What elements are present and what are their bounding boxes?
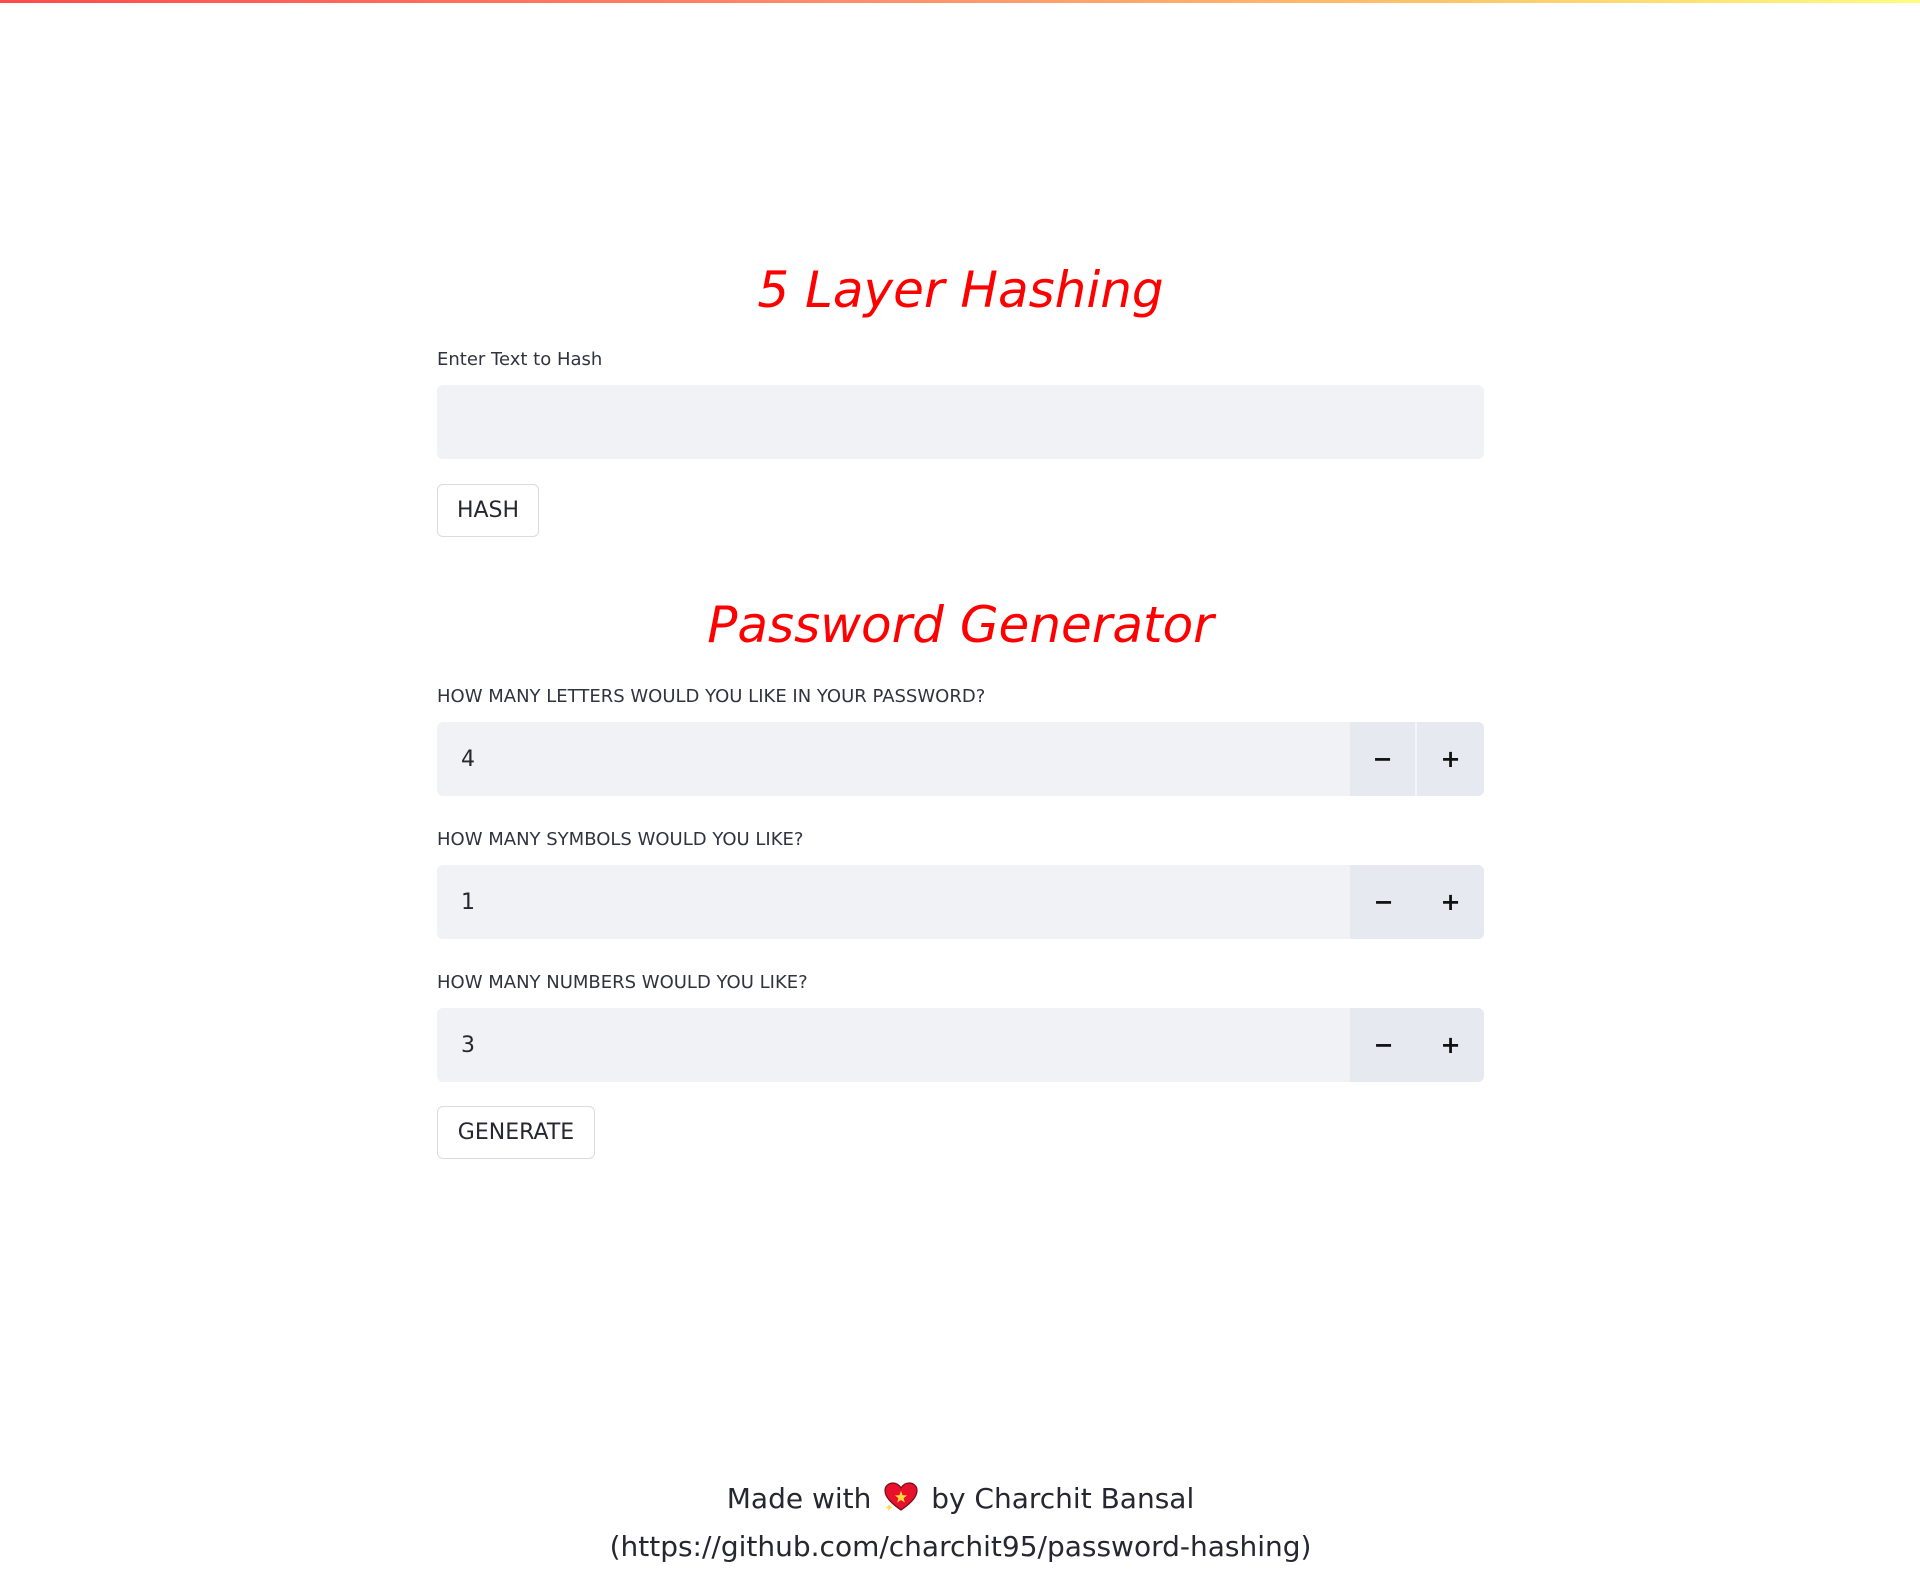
- generate-button[interactable]: GENERATE: [437, 1106, 595, 1159]
- numbers-field-label: HOW MANY NUMBERS WOULD YOU LIKE?: [437, 972, 808, 993]
- numbers-value[interactable]: 3: [461, 1032, 475, 1058]
- hash-input-label: Enter Text to Hash: [437, 349, 603, 370]
- sparkling-heart-icon: [884, 1479, 918, 1509]
- hash-section-title: 5 Layer Hashing: [757, 261, 1164, 319]
- letters-number-input: [437, 722, 1484, 796]
- letters-increment-button[interactable]: +: [1417, 722, 1484, 796]
- hash-text-input[interactable]: [437, 385, 1484, 459]
- symbols-field-label: HOW MANY SYMBOLS WOULD YOU LIKE?: [437, 829, 804, 850]
- footer-suffix: by Charchit Bansal (https://github.com/charchit95/password-hashing): [609, 1482, 1312, 1563]
- letters-value[interactable]: 4: [461, 746, 475, 772]
- symbols-value[interactable]: 1: [461, 889, 475, 915]
- generator-section-title: Password Generator: [707, 596, 1214, 654]
- symbols-number-input: [437, 865, 1484, 939]
- top-decoration-bar: [0, 0, 1920, 3]
- symbols-increment-button[interactable]: +: [1417, 865, 1484, 939]
- letters-field-label: HOW MANY LETTERS WOULD YOU LIKE IN YOUR PASSWORD?: [437, 686, 986, 707]
- hash-button[interactable]: HASH: [437, 484, 539, 537]
- footer-credit: [437, 1475, 1484, 1571]
- symbols-decrement-button[interactable]: −: [1350, 865, 1417, 939]
- numbers-decrement-button[interactable]: −: [1350, 1008, 1417, 1082]
- footer-prefix: Made with: [726, 1482, 872, 1515]
- numbers-number-input: [437, 1008, 1484, 1082]
- numbers-increment-button[interactable]: +: [1417, 1008, 1484, 1082]
- letters-decrement-button[interactable]: −: [1350, 722, 1417, 796]
